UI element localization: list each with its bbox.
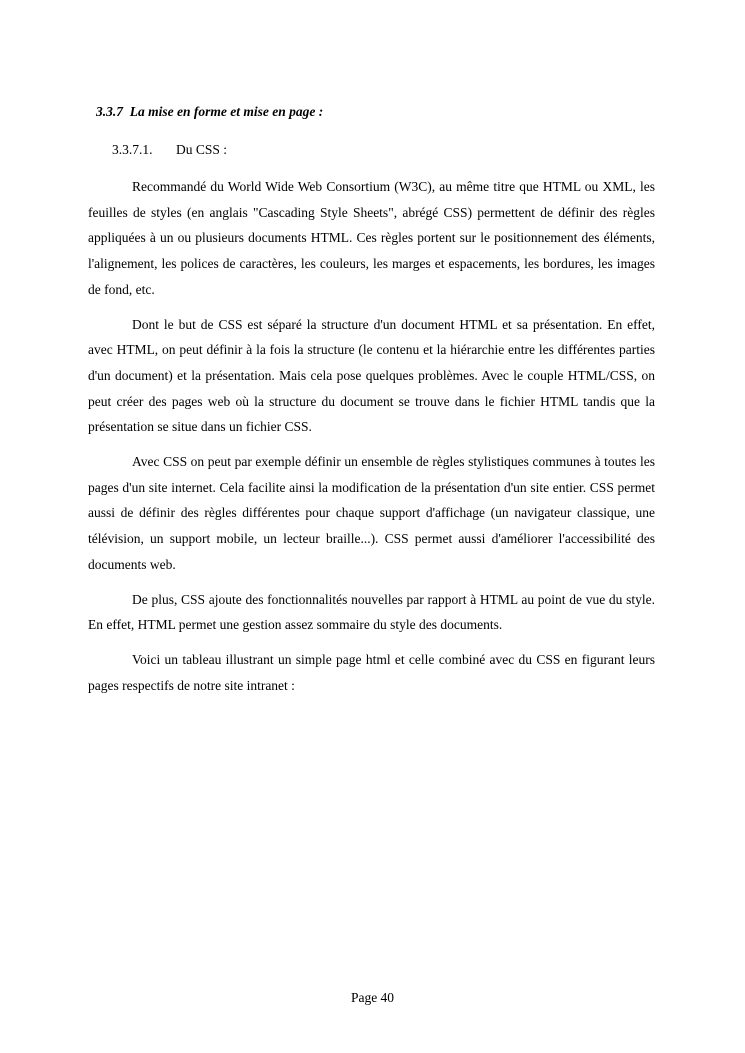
paragraph: Dont le but de CSS est séparé la structure d'un document HTML et sa présentation. En effet, avec HTML, on peut définir à la fois la structure (le contenu et la hiérarchie entre les différentes parties d'un document) et la présentation. Mais cela pose quelques problèmes. Avec le couple HTML/CSS, on peut créer des pages web où la structure du document se trouve dans le fichier HTML tandis que la présentation se situe dans un fichier CSS.: [88, 316, 655, 435]
paragraph: De plus, CSS ajoute des fonctionnalités nouvelles par rapport à HTML au point de vue du style. En effet, HTML permet une gestion assez sommaire du style des documents.: [88, 591, 655, 633]
subsection-title: Du CSS :: [176, 142, 228, 157]
subsection-heading: [112, 142, 227, 158]
subsection-number: 3.3.7.1.: [112, 142, 153, 157]
section-heading: [96, 104, 323, 120]
paragraph: Avec CSS on peut par exemple définir un ensemble de règles stylistiques communes à toutes les pages d'un site internet. Cela facilite ainsi la modification de la présentation d'un site entier. CSS permet aussi de définir des règles différentes pour chaque support d'affichage (un navigateur classique, une télévision, un support mobile, un lecteur braille...). CSS permet aussi d'améliorer l'accessibilité des documents web.: [88, 454, 655, 572]
paragraph: Recommandé du World Wide Web Consortium (W3C), au même titre que HTML ou XML, les feuilles de styles (en anglais "Cascading Style Sheets", abrégé CSS) permettent de définir des règles appliquées à un ou plusieurs documents HTML. Ces règles portent sur le positionnement des éléments, l'alignement, les polices de caractères, les couleurs, les marges et espacements, les bordures, les images de fond, etc.: [88, 179, 655, 297]
section-number: 3.3.7: [96, 104, 123, 119]
page-number: Page 40: [350, 990, 395, 1005]
section-title: La mise en forme et mise en page :: [129, 104, 324, 119]
paragraph: Voici un tableau illustrant un simple page html et celle combiné avec du CSS en figurant leurs pages respectifs de notre site intranet :: [88, 651, 655, 693]
body-text: [88, 174, 655, 707]
